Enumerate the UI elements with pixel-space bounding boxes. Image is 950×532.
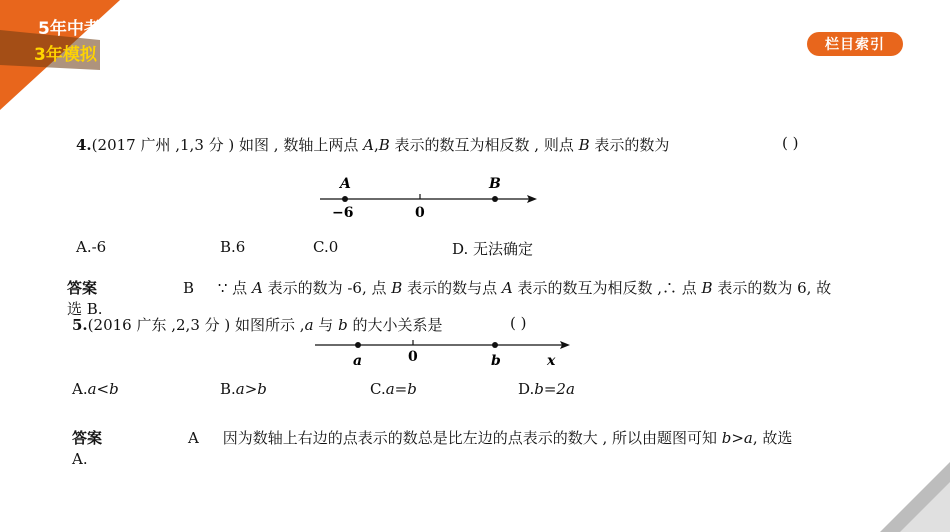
q5-option-b: B.a>b — [220, 380, 267, 398]
q4-option-b: B.6 — [220, 238, 246, 256]
q5-point-b-label: b — [491, 353, 501, 369]
q5-point-a-label: a — [353, 353, 363, 369]
svg-text:3年模拟: 3年模拟 — [34, 45, 97, 65]
q4-answer-explanation: B ∵ 点 A 表示的数为 -6, 点 B 表示的数与点 A 表示的数互为相反数 ,∴ 点 B 表示的数为 6, 故 — [183, 279, 832, 297]
q5-option-d: D.b=2a — [518, 380, 575, 398]
q5-answer-bracket: ( ) — [510, 314, 527, 332]
publisher-logo — [0, 0, 120, 110]
q4-tick-neg6: −6 — [332, 205, 354, 221]
q5-answer-label: 答案 — [72, 429, 103, 447]
q5-answer-explanation: A 因为数轴上右边的点表示的数总是比左边的点表示的数大 , 所以由题图可知 b>a, 故选 — [188, 429, 793, 447]
q5-tick-0: 0 — [408, 349, 418, 365]
q4-answer-label: 答案 — [67, 279, 98, 297]
q4-number-line — [315, 172, 545, 222]
q4-tick-0: 0 — [415, 205, 425, 221]
q4-answer-explanation-line2: 选 B. — [67, 300, 103, 318]
q5-option-a: A.a<b — [72, 380, 119, 398]
q5-axis-x-label: x — [547, 353, 556, 369]
page-corner-decoration — [870, 452, 950, 532]
q4-option-a: A.-6 — [76, 238, 107, 256]
q5-stem: 5.(2016 广东 ,2,3 分 ) 如图所示 ,a 与 b 的大小关系是 — [72, 316, 443, 334]
q4-answer-bracket: ( ) — [782, 134, 799, 152]
q4-stem: 4.(2017 广州 ,1,3 分 ) 如图 , 数轴上两点 A,B 表示的数互为相反数 , 则点 B 表示的数为 — [76, 136, 670, 154]
q4-option-d: D. 无法确定 — [452, 240, 534, 258]
svg-text:5年中考: 5年中考 — [38, 19, 101, 39]
q4-point-b-label: B — [489, 176, 501, 192]
q4-point-a-label: A — [340, 176, 351, 192]
q5-option-c: C.a=b — [370, 380, 417, 398]
q4-option-c: C.0 — [313, 238, 339, 256]
q5-number-line — [312, 335, 574, 371]
section-index-button[interactable]: 栏目索引 — [807, 32, 903, 56]
q5-answer-explanation-line2: A. — [72, 450, 88, 468]
